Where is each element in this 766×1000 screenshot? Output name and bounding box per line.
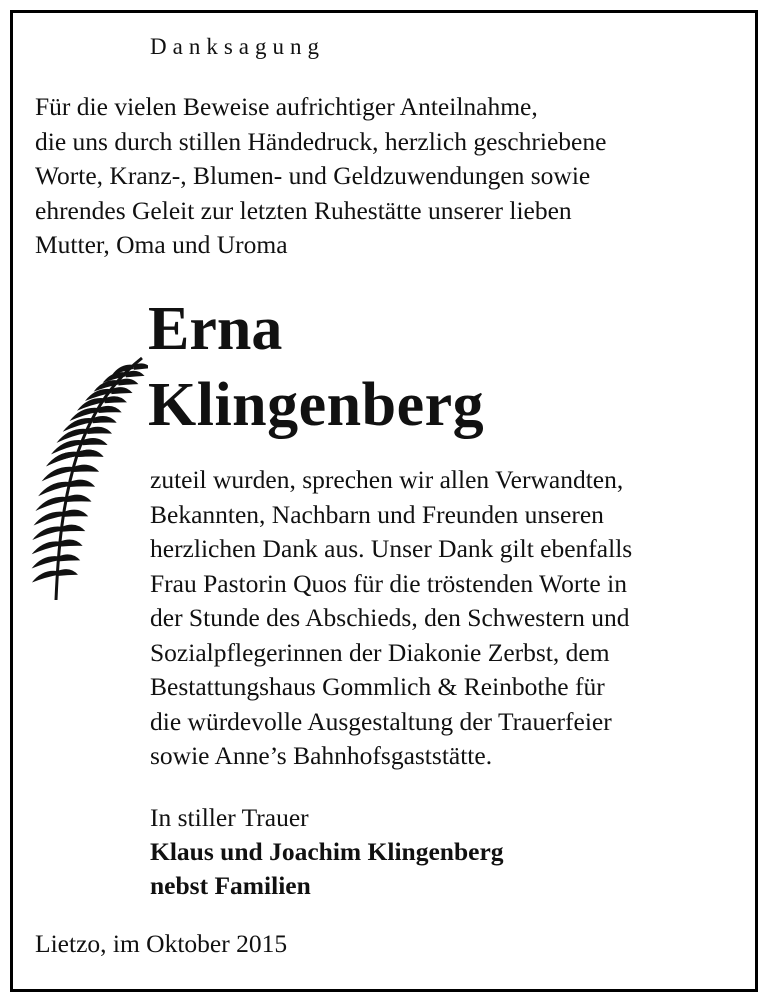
deceased-first-name: Erna [148, 295, 283, 363]
body-line: die würdevolle Ausgestaltung der Trauerfeier [150, 706, 612, 736]
intro-line: Für die vielen Beweise aufrichtiger Anteilnahme, [35, 92, 538, 121]
leaflet [118, 379, 138, 386]
leaflet [42, 467, 74, 482]
leaflet [64, 510, 88, 517]
leaflet [82, 438, 107, 445]
leaflet [134, 363, 148, 370]
intro-line: Mutter, Oma und Uroma [35, 230, 288, 259]
leaflet [111, 387, 132, 394]
body-line: Frau Pastorin Quos für die tröstenden Worte in [150, 568, 627, 598]
body-line: sowie Anne’s Bahnhofsgaststätte. [150, 741, 493, 770]
leaflet [35, 497, 66, 511]
leaflet [38, 482, 70, 496]
leaflet [32, 571, 58, 583]
leaflet [87, 427, 112, 434]
body-line: der Stunde des Abschieds, den Schwestern und [150, 603, 630, 632]
leaflet [105, 396, 127, 403]
signers: Klaus und Joachim Klingenberg [150, 837, 504, 866]
body-line: Bestattungshaus Gommlich & Reinbothe für [150, 672, 605, 701]
palm-frond-icon [18, 352, 148, 604]
heading: Danksagung [150, 34, 325, 59]
leaflet [126, 371, 145, 378]
leaflet [60, 540, 83, 547]
leaflet [78, 450, 103, 457]
leaflet [59, 554, 81, 561]
leaflet [70, 480, 95, 487]
deceased-last-name: Klingenberg [148, 371, 485, 439]
signoff: In stiller Trauer [150, 803, 309, 832]
leaflet [67, 495, 92, 502]
body-line: zuteil wurden, sprechen wir allen Verwandten, [150, 465, 624, 494]
leaflet [62, 525, 86, 532]
leaflet [74, 465, 100, 472]
signature-block [150, 801, 504, 903]
leaflet [93, 416, 117, 423]
body-line: herzlichen Dank aus. Unser Dank gilt ebenfalls [150, 534, 633, 563]
body-text [150, 463, 632, 774]
place-date: Lietzo, im Oktober 2015 [35, 929, 288, 958]
intro-line: die uns durch stillen Händedruck, herzlich geschriebene [35, 126, 607, 156]
body-line: Bekannten, Nachbarn und Freunden unseren [150, 499, 604, 529]
leaflet [32, 541, 60, 554]
intro-line: ehrendes Geleit zur letzten Ruhestätte unserer lieben [35, 195, 572, 225]
signers-family: nebst Familien [150, 871, 311, 900]
leaflet [99, 406, 122, 413]
leaflet [34, 512, 64, 526]
leaflet [32, 556, 59, 568]
body-line: Sozialpflegerinnen der Diakonie Zerbst, dem [150, 637, 610, 667]
intro-line: Worte, Kranz-, Blumen- und Geldzuwendungen sowie [35, 161, 591, 190]
leaflet [58, 569, 78, 576]
leaflet [32, 527, 61, 540]
intro-text [35, 90, 606, 263]
